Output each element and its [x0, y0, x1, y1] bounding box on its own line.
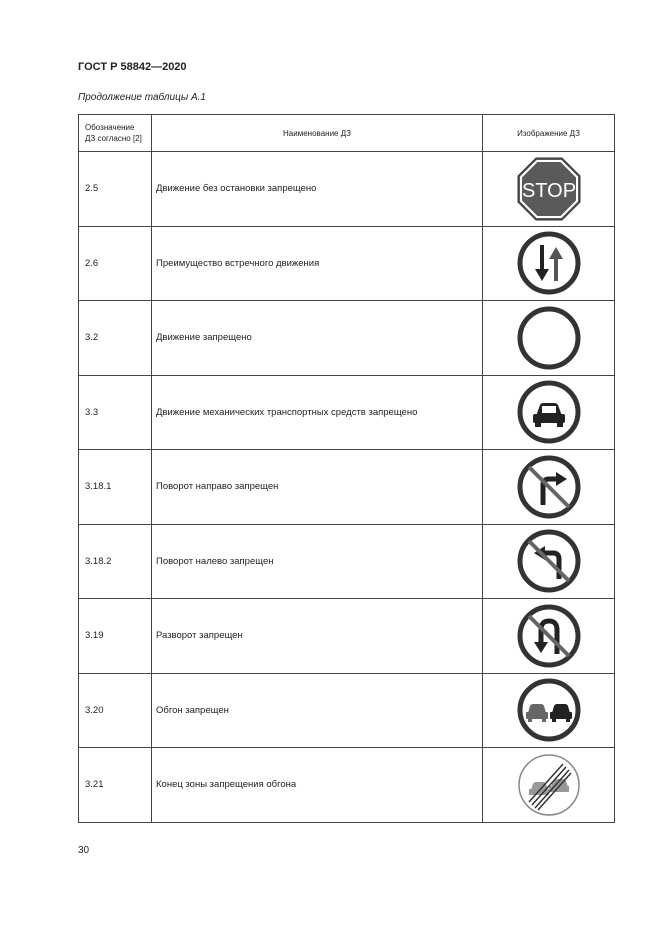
sign-name: Разворот запрещен [152, 599, 483, 674]
no-u-turn-icon [517, 604, 581, 668]
sign-code: 3.2 [79, 301, 152, 376]
header-sign-code [79, 115, 152, 152]
sign-name: Конец зоны запрещения обгона [152, 748, 483, 823]
sign-image-cell [483, 226, 615, 301]
sign-image-cell [483, 375, 615, 450]
table-row [79, 748, 615, 823]
table-row [79, 226, 615, 301]
road-signs-table [78, 114, 615, 823]
table-row [79, 524, 615, 599]
stop-sign-icon [516, 156, 582, 222]
sign-code: 3.21 [79, 748, 152, 823]
table-row [79, 673, 615, 748]
sign-code: 2.6 [79, 226, 152, 301]
sign-name: Поворот налево запрещен [152, 524, 483, 599]
no-left-turn-icon [517, 529, 581, 593]
no-right-turn-icon [517, 455, 581, 519]
standard-title: ГОСТ Р 58842—2020 [78, 61, 187, 73]
page-number: 30 [78, 845, 90, 856]
header-sign-image: Изображение ДЗ [483, 115, 615, 152]
header-sign-name: Наименование ДЗ [152, 115, 483, 152]
header-sign-code-line2: ДЗ согласно [2] [85, 134, 142, 143]
sign-name: Движение запрещено [152, 301, 483, 376]
header-sign-code-line1: Обозначение [85, 123, 135, 132]
sign-code: 2.5 [79, 152, 152, 227]
sign-name: Движение без остановки запрещено [152, 152, 483, 227]
sign-name: Поворот направо запрещен [152, 450, 483, 525]
sign-code: 3.19 [79, 599, 152, 674]
table-continuation-label: Продолжение таблицы А.1 [78, 92, 206, 103]
table-row [79, 152, 615, 227]
sign-code: 3.18.1 [79, 450, 152, 525]
sign-image-cell [483, 301, 615, 376]
no-vehicles-icon [517, 306, 581, 370]
sign-code: 3.18.2 [79, 524, 152, 599]
table-header-row [79, 115, 615, 152]
sign-image-cell [483, 748, 615, 823]
table-row [79, 301, 615, 376]
sign-name: Обгон запрещен [152, 673, 483, 748]
stop-sign-text: STOP [521, 179, 576, 202]
sign-image-cell [483, 673, 615, 748]
sign-image-cell [483, 599, 615, 674]
sign-name: Преимущество встречного движения [152, 226, 483, 301]
sign-image-cell [483, 450, 615, 525]
end-no-overtaking-icon [517, 753, 581, 817]
sign-code: 3.3 [79, 375, 152, 450]
priority-oncoming-icon [517, 231, 581, 295]
sign-code: 3.20 [79, 673, 152, 748]
table-row [79, 450, 615, 525]
sign-image-cell [483, 524, 615, 599]
sign-image-cell [483, 152, 615, 227]
table-row [79, 375, 615, 450]
no-motor-vehicles-icon [517, 380, 581, 444]
no-overtaking-icon [517, 678, 581, 742]
sign-name: Движение механических транспортных средств запрещено [152, 375, 483, 450]
table-row [79, 599, 615, 674]
